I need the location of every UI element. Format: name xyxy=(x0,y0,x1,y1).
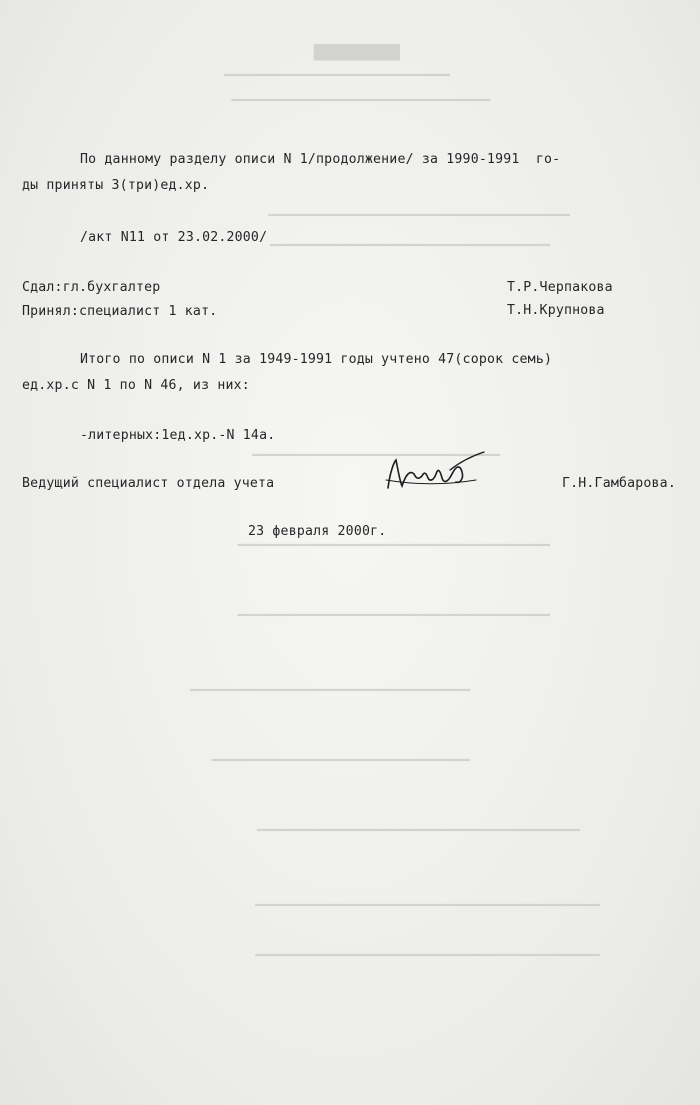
paragraph-line-1: По данному разделу описи N 1/продолжение/ за 1990-1991 го- xyxy=(80,152,561,167)
handover-label: Сдал:гл.бухгалтер xyxy=(22,280,161,295)
bleed-through-text: ████████ ▔▔▔▔▔▔▔▔▔▔▔▔▔▔▔▔▔▔▔▔▔ ▔▔▔▔▔▔▔▔▔▔▔▔▔▔▔▔▔▔▔▔▔▔▔▔ ▔▔▔▔▔▔▔▔▔▔▔▔▔▔▔▔▔▔▔▔▔▔▔▔▔▔▔▔ ▔▔▔▔▔▔▔▔▔▔▔▔▔▔▔▔▔▔▔▔▔▔▔▔▔▔ ▔▔▔▔▔▔▔▔▔▔▔▔▔▔▔▔▔▔▔▔▔▔▔ ▔▔▔▔▔▔▔▔▔▔▔▔▔▔▔▔▔▔▔▔▔▔▔▔▔▔▔▔▔ ▔▔▔▔▔▔▔▔▔▔▔▔▔▔▔▔▔▔▔▔▔▔▔▔▔▔▔▔▔ ▔▔▔▔▔▔▔▔▔▔▔▔▔▔▔▔▔▔▔▔▔▔▔▔▔▔ ▔▔▔▔▔▔▔▔▔▔▔▔▔▔▔▔▔▔▔▔▔▔▔▔ ▔▔▔▔▔▔▔▔▔▔▔▔▔▔▔▔▔▔▔▔▔▔▔▔▔▔▔▔▔▔ ▔▔▔▔▔▔▔▔▔▔▔▔▔▔▔▔▔▔▔▔▔▔▔▔▔▔▔▔▔▔▔▔ ▔▔▔▔▔▔▔▔▔▔▔▔▔▔▔▔▔▔▔▔▔▔▔▔▔▔▔▔▔▔▔▔ xyxy=(190,45,600,971)
paragraph-line-2: ды приняты 3(три)ед.хр. xyxy=(22,178,210,193)
total-line-1: Итого по описи N 1 за 1949-1991 годы учтено 47(сорок семь) xyxy=(80,352,553,367)
document-date: 23 февраля 2000г. xyxy=(248,524,387,539)
lead-specialist-label: Ведущий специалист отдела учета xyxy=(22,476,275,491)
total-line-2: ед.хр.с N 1 по N 46, из них: xyxy=(22,378,250,393)
handwritten-signature xyxy=(380,450,490,500)
receiver-label: Принял:специалист 1 кат. xyxy=(22,304,218,319)
lead-specialist-name: Г.Н.Гамбарова. xyxy=(562,476,676,491)
literal-units: -литерных:1ед.хр.-N 14а. xyxy=(80,428,276,443)
handover-name: Т.Р.Черпакова xyxy=(507,280,613,295)
act-reference: /акт N11 от 23.02.2000/ xyxy=(80,230,268,245)
receiver-name: Т.Н.Крупнова xyxy=(507,303,605,318)
